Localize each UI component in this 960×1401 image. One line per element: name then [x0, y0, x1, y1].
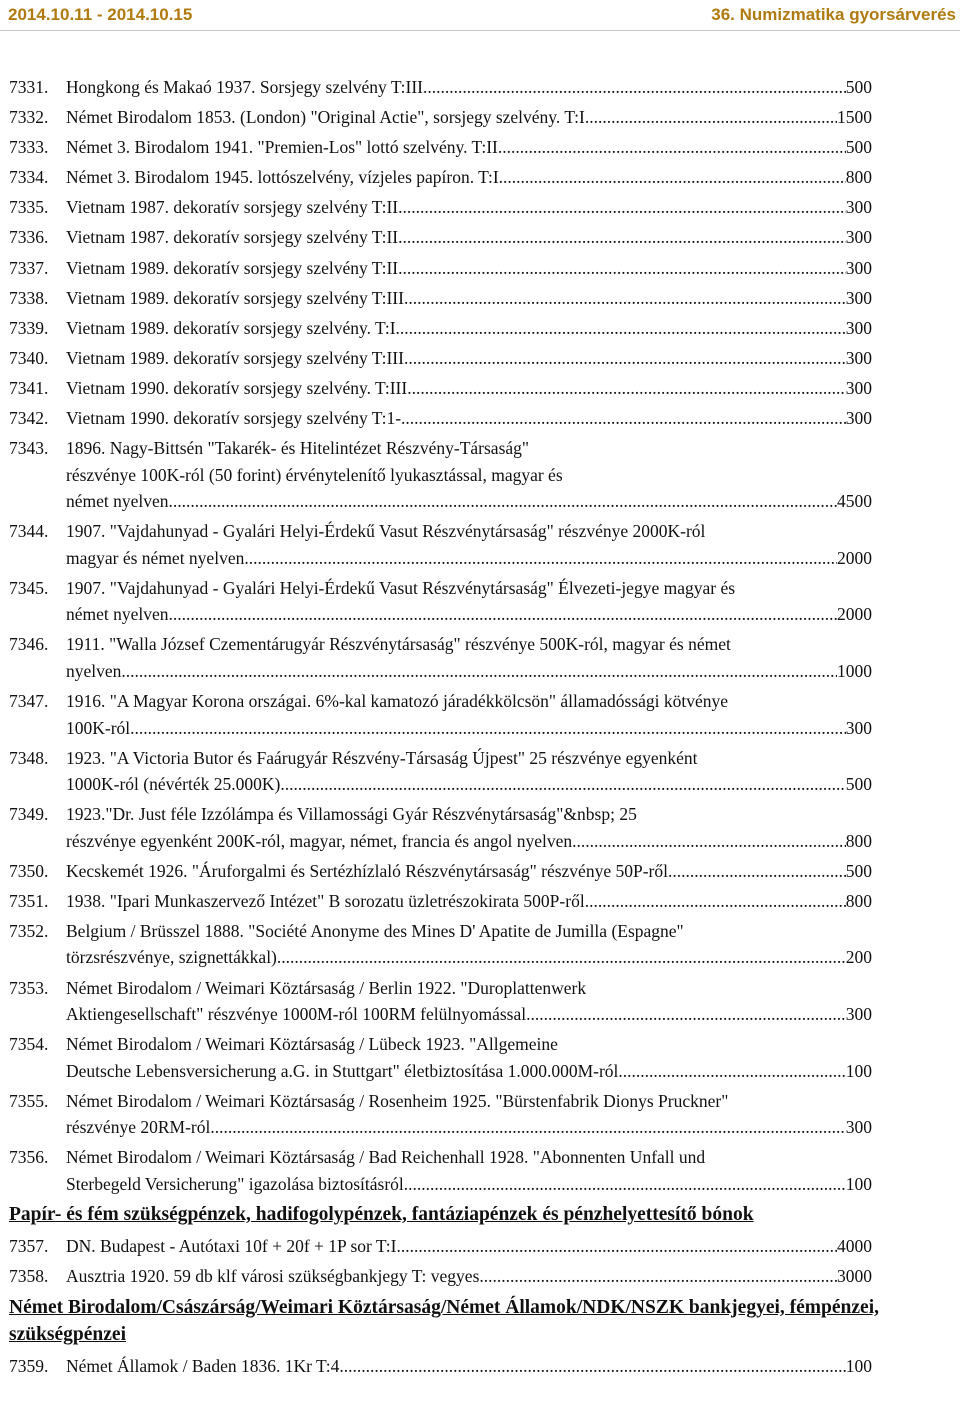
lot-price: 800 [845, 890, 872, 911]
lot-description-line: 1923."Dr. Just féle Izzólámpa és Villamossági Gyár Részvénytársaság"&nbsp; 25 [66, 804, 637, 825]
lot-price: 300 [845, 377, 872, 398]
lot-item [0, 74, 960, 101]
lot-number: 7357. [9, 1236, 49, 1257]
lot-number: 7338. [9, 287, 49, 308]
dot-leader [407, 375, 846, 402]
dot-leader [404, 285, 846, 312]
lot-description-line: Vietnam 1989. dekoratív sorsjegy szelvény. T:I [66, 317, 396, 338]
lot-number: 7348. [9, 747, 49, 768]
lot-description-line: Vietnam 1990. dekoratív sorsjegy szelvény. T:III [66, 377, 408, 398]
lot-description-line: 1923. "A Victoria Butor és Faárugyár Részvény-Társaság Újpest" 25 részvénye egyenként [66, 747, 698, 768]
lot-number: 7356. [9, 1147, 49, 1168]
lot-description-line: DN. Budapest - Autótaxi 10f + 20f + 1P sor T:I [66, 1236, 397, 1257]
lot-number: 7352. [9, 920, 49, 941]
dot-leader [499, 164, 846, 191]
lot-price: 1000 [837, 660, 872, 681]
header-event-title: 36. Numizmatika gyorsárverés [711, 5, 956, 24]
lot-description-line: 1896. Nagy-Bittsén "Takarék- és Hitelintézet Részvény-Társaság" [66, 438, 530, 459]
lot-description-line: német nyelven [66, 491, 169, 512]
lot-description-line: Vietnam 1990. dekoratív sorsjegy szelvény T:1- [66, 408, 402, 429]
dot-leader [244, 545, 837, 572]
lot-description-line: Vietnam 1989. dekoratív sorsjegy szelvény T:II [66, 257, 399, 278]
lot-description-line: Vietnam 1989. dekoratív sorsjegy szelvény T:III [66, 347, 404, 368]
lot-number: 7346. [9, 634, 49, 655]
lot-description-line: Ausztria 1920. 59 db klf városi szükségbankjegy T: vegyes [66, 1266, 480, 1287]
lot-price: 100 [845, 1355, 872, 1376]
lot-description-line: nyelven [66, 660, 122, 681]
lot-description-line: Vietnam 1989. dekoratív sorsjegy szelvény T:III [66, 287, 404, 308]
dot-leader [130, 715, 846, 742]
dot-leader [169, 488, 837, 515]
lot-price: 4000 [837, 1236, 872, 1257]
dot-leader [526, 1001, 846, 1028]
lot-number: 7353. [9, 977, 49, 998]
lot-description-line: Német Birodalom / Weimari Köztársaság / Berlin 1922. "Duroplattenwerk [66, 977, 587, 998]
lot-description-line: 100K-ról [66, 717, 131, 738]
lot-price: 300 [845, 197, 872, 218]
lot-number: 7335. [9, 197, 49, 218]
lot-number: 7340. [9, 347, 49, 368]
lot-item [0, 888, 960, 915]
lot-item [0, 518, 960, 571]
lot-item [0, 918, 960, 971]
lot-description-line: Német Birodalom 1853. (London) "Original Actie", sorsjegy szelvény. T:I [66, 107, 585, 128]
lot-price: 100 [845, 1173, 872, 1194]
lot-price: 2000 [837, 604, 872, 625]
lot-number: 7344. [9, 521, 49, 542]
dot-leader [280, 771, 845, 798]
lot-description-line: Belgium / Brüsszel 1888. "Société Anonyme des Mines D' Apatite de Jumilla (Espagne" [66, 920, 684, 941]
lot-number: 7355. [9, 1090, 49, 1111]
lot-item [0, 164, 960, 191]
lot-price: 500 [845, 137, 872, 158]
lot-item [0, 1353, 960, 1380]
lot-description-line: Sterbegeld Versicherung" igazolása biztosításról [66, 1173, 404, 1194]
lot-description-line: 1907. "Vajdahunyad - Gyalári Helyi-Érdekű Vasut Részvénytársaság" Élvezeti-jegye magyar és [66, 577, 736, 598]
dot-leader [585, 104, 837, 131]
dot-leader [585, 888, 846, 915]
lot-item [0, 345, 960, 372]
lot-price: 500 [845, 77, 872, 97]
lot-item [0, 631, 960, 684]
lot-description-line: Vietnam 1987. dekoratív sorsjegy szelvény T:II [66, 227, 399, 248]
lot-item [0, 194, 960, 221]
lot-item [0, 575, 960, 628]
lot-price: 2000 [837, 547, 872, 568]
lot-description-line: 1907. "Vajdahunyad - Gyalári Helyi-Érdekű Vasut Részvénytársaság" részvénye 2000K-ról [66, 521, 706, 542]
lot-price: 300 [845, 717, 872, 738]
lot-price: 800 [845, 830, 872, 851]
dot-leader [339, 1353, 845, 1380]
lot-price: 300 [845, 317, 872, 338]
lot-price: 300 [845, 257, 872, 278]
lot-description-line: Német Államok / Baden 1836. 1Kr T:4 [66, 1355, 340, 1376]
lot-description-line: Aktiengesellschaft" részvénye 1000M-ról 100RM felülnyomással [66, 1004, 527, 1025]
lot-number: 7341. [9, 377, 49, 398]
dot-leader [479, 1263, 837, 1290]
lot-description-line: részvénye 20RM-ról [66, 1117, 211, 1138]
page-header [0, 0, 960, 30]
lot-price: 300 [845, 347, 872, 368]
dot-leader [121, 658, 837, 685]
lot-description-line: Kecskemét 1926. "Áruforgalmi és Sertézhízlaló Részvénytársaság" részvénye 50P-ről [66, 860, 668, 881]
lot-description-line: Német 3. Birodalom 1945. lottószelvény, vízjeles papíron. T:I [66, 167, 499, 188]
lot-number: 7354. [9, 1034, 49, 1055]
lot-item [0, 1088, 960, 1141]
lot-description-line: 1916. "A Magyar Korona országai. 6%-kal kamatozó járadékkölcsön" államadóssági kötvénye [66, 691, 729, 711]
dot-leader [169, 601, 837, 628]
lot-item [0, 255, 960, 282]
lot-number: 7342. [9, 408, 49, 429]
lot-item [0, 405, 960, 432]
lot-item [0, 1233, 960, 1260]
dot-leader [396, 315, 846, 342]
lot-item [0, 1144, 960, 1197]
dot-leader [404, 345, 846, 372]
lot-number: 7358. [9, 1266, 49, 1287]
lot-description-line: részvénye egyenként 200K-ról, magyar, német, francia és angol nyelven [66, 830, 573, 851]
dot-leader [618, 1058, 845, 1085]
lot-price: 300 [845, 287, 872, 308]
lot-number: 7347. [9, 691, 49, 711]
dot-leader [401, 405, 846, 432]
dot-leader [668, 858, 846, 885]
lot-number: 7349. [9, 804, 49, 825]
lot-price: 300 [845, 1004, 872, 1025]
lot-item [0, 315, 960, 342]
section-heading: Német Birodalom/Császárság/Weimari Köztársaság/Német Államok/NDK/NSZK bankjegyei, fémpénzei, szükségpénzei [9, 1296, 879, 1345]
lot-item [0, 375, 960, 402]
lot-number: 7332. [9, 107, 49, 128]
lot-price: 300 [845, 227, 872, 248]
lot-item [0, 1031, 960, 1084]
lot-number: 7339. [9, 317, 49, 338]
lot-description-line: törzsrészvénye, szignettákkal) [66, 947, 277, 968]
lot-item [0, 1263, 960, 1290]
lot-number: 7351. [9, 890, 49, 911]
lot-number: 7343. [9, 438, 49, 459]
header-date-range: 2014.10.11 - 2014.10.15 [8, 5, 193, 24]
lot-item [0, 134, 960, 161]
lot-item [0, 801, 960, 854]
dot-leader [398, 224, 846, 251]
dot-leader [498, 134, 846, 161]
lot-description-line: Német Birodalom / Weimari Köztársaság / Lübeck 1923. "Allgemeine [66, 1034, 558, 1055]
lot-description-line: német nyelven [66, 604, 169, 625]
lot-description-line: 1911. "Walla József Czementárugyár Részvénytársaság" részvénye 500K-ról, magyar és német [66, 634, 731, 655]
lot-item [0, 858, 960, 885]
lot-number: 7337. [9, 257, 49, 278]
lot-number: 7331. [9, 77, 49, 97]
lot-number: 7350. [9, 860, 49, 881]
dot-leader [396, 1233, 837, 1260]
lot-price: 800 [845, 167, 872, 188]
lot-number: 7345. [9, 577, 49, 598]
section-heading: Papír- és fém szükségpénzek, hadifogolypénzek, fantáziapénzek és pénzhelyettesítő bónok [9, 1204, 754, 1226]
dot-leader [572, 828, 846, 855]
dot-leader [398, 194, 846, 221]
lot-price: 3000 [837, 1266, 872, 1287]
lot-price: 4500 [837, 491, 872, 512]
lot-description-line: Vietnam 1987. dekoratív sorsjegy szelvény T:II [66, 197, 399, 218]
lot-description-line: Német 3. Birodalom 1941. "Premien-Los" lottó szelvény. T:II [66, 137, 498, 158]
lot-item [0, 104, 960, 131]
dot-leader [210, 1114, 845, 1141]
dot-leader [423, 74, 846, 101]
lot-number: 7333. [9, 137, 49, 158]
lot-price: 500 [845, 860, 872, 881]
lot-item [0, 224, 960, 251]
lot-number: 7334. [9, 167, 49, 188]
lot-number: 7336. [9, 227, 49, 248]
lot-description-line: 1000K-ról (névérték 25.000K) [66, 774, 281, 795]
dot-leader [404, 1171, 846, 1198]
lot-price: 1500 [837, 107, 872, 128]
lot-description-line: részvénye 100K-ról (50 forint) érvénytelenítő lyukasztással, magyar és [66, 464, 563, 485]
lot-description-line: Deutsche Lebensversicherung a.G. in Stuttgart" életbiztosítása 1.000.000M-ról [66, 1060, 619, 1081]
lot-description-line: 1938. "Ipari Munkaszervező Intézet" B sorozatu üzletrészokirata 500P-ről [66, 890, 585, 911]
lot-item [0, 688, 960, 741]
dot-leader [398, 255, 846, 282]
lot-description-line: Német Birodalom / Weimari Köztársaság / Bad Reichenhall 1928. "Abonnenten Unfall und [66, 1147, 706, 1168]
lot-list [0, 74, 960, 1383]
header-divider [0, 30, 960, 31]
lot-item [0, 975, 960, 1028]
lot-price: 300 [845, 1117, 872, 1138]
lot-item [0, 435, 960, 515]
lot-item [0, 745, 960, 798]
lot-price: 200 [845, 947, 872, 968]
lot-price: 300 [845, 408, 872, 429]
lot-description-line: magyar és német nyelven [66, 547, 245, 568]
dot-leader [277, 944, 846, 971]
lot-description-line: Hongkong és Makaó 1937. Sorsjegy szelvény T:III [66, 77, 424, 97]
lot-price: 500 [845, 774, 872, 795]
lot-description-line: Német Birodalom / Weimari Köztársaság / Rosenheim 1925. "Bürstenfabrik Dionys Pruckner" [66, 1090, 729, 1111]
lot-number: 7359. [9, 1355, 49, 1376]
lot-item [0, 285, 960, 312]
lot-price: 100 [845, 1060, 872, 1081]
